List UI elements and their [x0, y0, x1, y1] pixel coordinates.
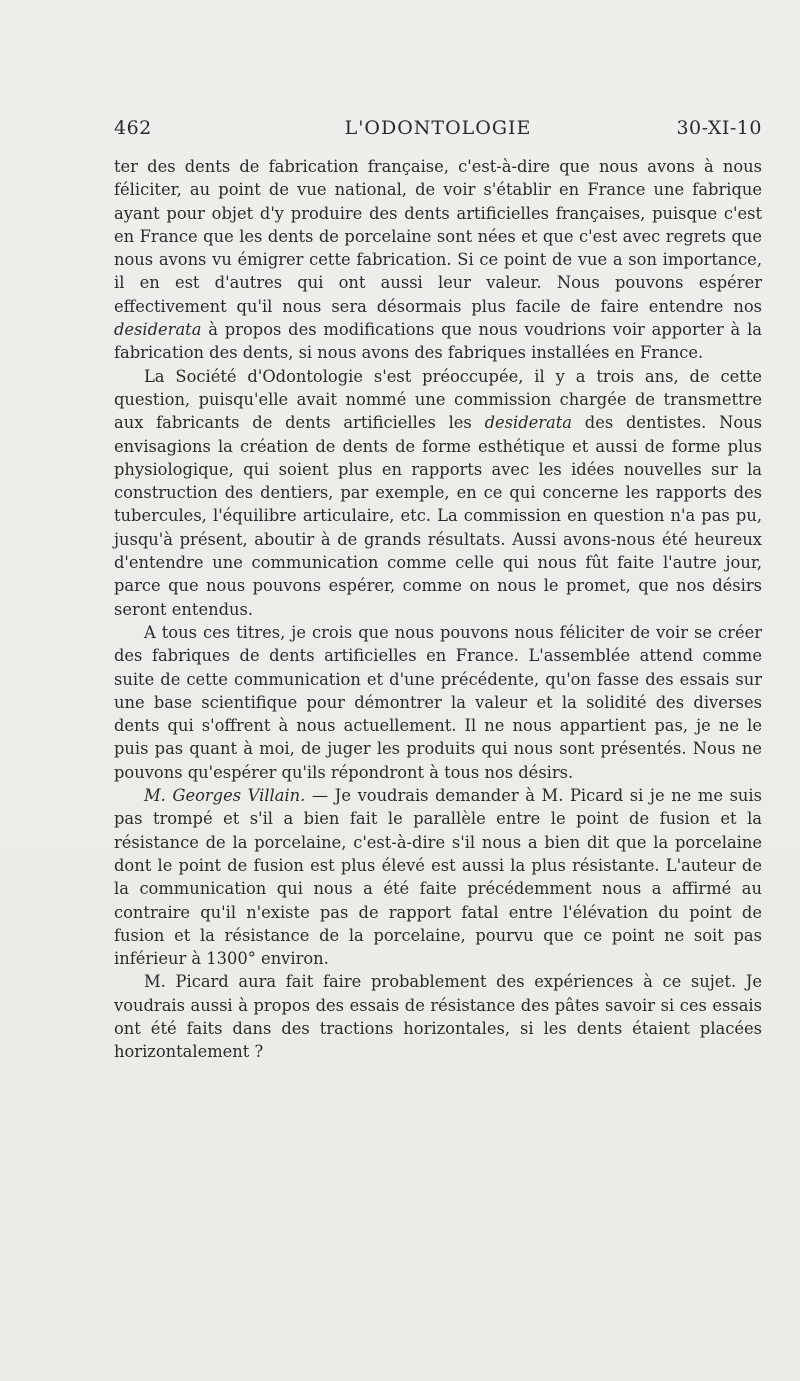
paragraph-3: A tous ces titres, je crois que nous pouvons nous féliciter de voir se créer des fabriques de dents artificielles en France. L'assemblée attend comme suite de cette communication et d'une précédente, qu'on fasse des essais sur une base scientifique pour démontrer la valeur et la solidité des diverses dents qui s'offrent à nous actuellement. Il ne nous appartient pas, je ne le puis pas quant à moi, de juger les produits qui nous sont présentés. Nous ne pouvons qu'espérer qu'ils répondront à tous nos désirs. [114, 622, 762, 782]
page-header [114, 117, 762, 145]
running-title: L'ODONTOLOGIE [344, 117, 532, 139]
paragraph-1: ter des dents de fabrication française, c'est-à-dire que nous avons à nous féliciter, au point de vue national, de voir s'établir en France une fabrique ayant pour objet d'y produire des dents artificielles françaises, puisque c'est en France que les dents de porcelaine sont nées et que c'est avec regrets que nous avons vu émigrer cette fabrication. Si ce point de vue a son importance, il en est d'autres qui ont aussi leur valeur. Nous pouvons espérer effectivement qu'il nous sera désormais plus facile de faire entendre nos desiderata à propos des modifications que nous voudrions voir apporter à la fabrication des dents, si nous avons des fabriques installées en France. [114, 157, 762, 363]
speaker-name: M. Georges Villain. [144, 786, 306, 806]
body-text [114, 155, 762, 1064]
page-number: 462 [114, 117, 152, 139]
paragraph-4: M. Georges Villain. — Je voudrais demander à M. Picard si je ne me suis pas trompé et s'il a bien fait le parallèle entre le point de fusion et la résistance de la porcelaine, c'est-à-dire s'il nous a bien dit que la porcelaine dont le point de fusion est plus élevé est aussi la plus résistante. L'auteur de la communication qui nous a été faite précédemment nous a affirmé au contraire qu'il n'existe pas de rapport fatal entre l'élévation du point de fusion et la résistance de la porcelaine, pourvu que ce point ne soit pas inférieur à 1300° environ. [114, 786, 762, 969]
paragraph-2: La Société d'Odontologie s'est préoccupée, il y a trois ans, de cette question, puisqu'elle avait nommé une commission chargée de transmettre aux fabricants de dents artificielles les desiderata des dentistes. Nous envisagions la création de dents de forme esthétique et aussi de forme plus physiologique, qui soient plus en rapports avec les idées nouvelles sur la construction des dentiers, par exemple, en ce qui concerne les rapports des tubercules, l'équilibre articulaire, etc. La commission en question n'a pas pu, jusqu'à présent, aboutir à de grands résultats. Aussi avons-nous été heureux d'entendre une communication comme celle qui nous fût faite l'autre jour, parce que nous pouvons espérer, comme on nous le promet, que nos désirs seront entendus. [114, 366, 762, 619]
paragraph-5: M. Picard aura fait faire probablement des expériences à ce sujet. Je voudrais aussi à propos des essais de résistance des pâtes savoir si ces essais ont été faits dans des tractions horizontales, si les dents étaient placées horizontalement ? [114, 972, 762, 1062]
issue-date: 30-XI-10 [676, 117, 762, 139]
